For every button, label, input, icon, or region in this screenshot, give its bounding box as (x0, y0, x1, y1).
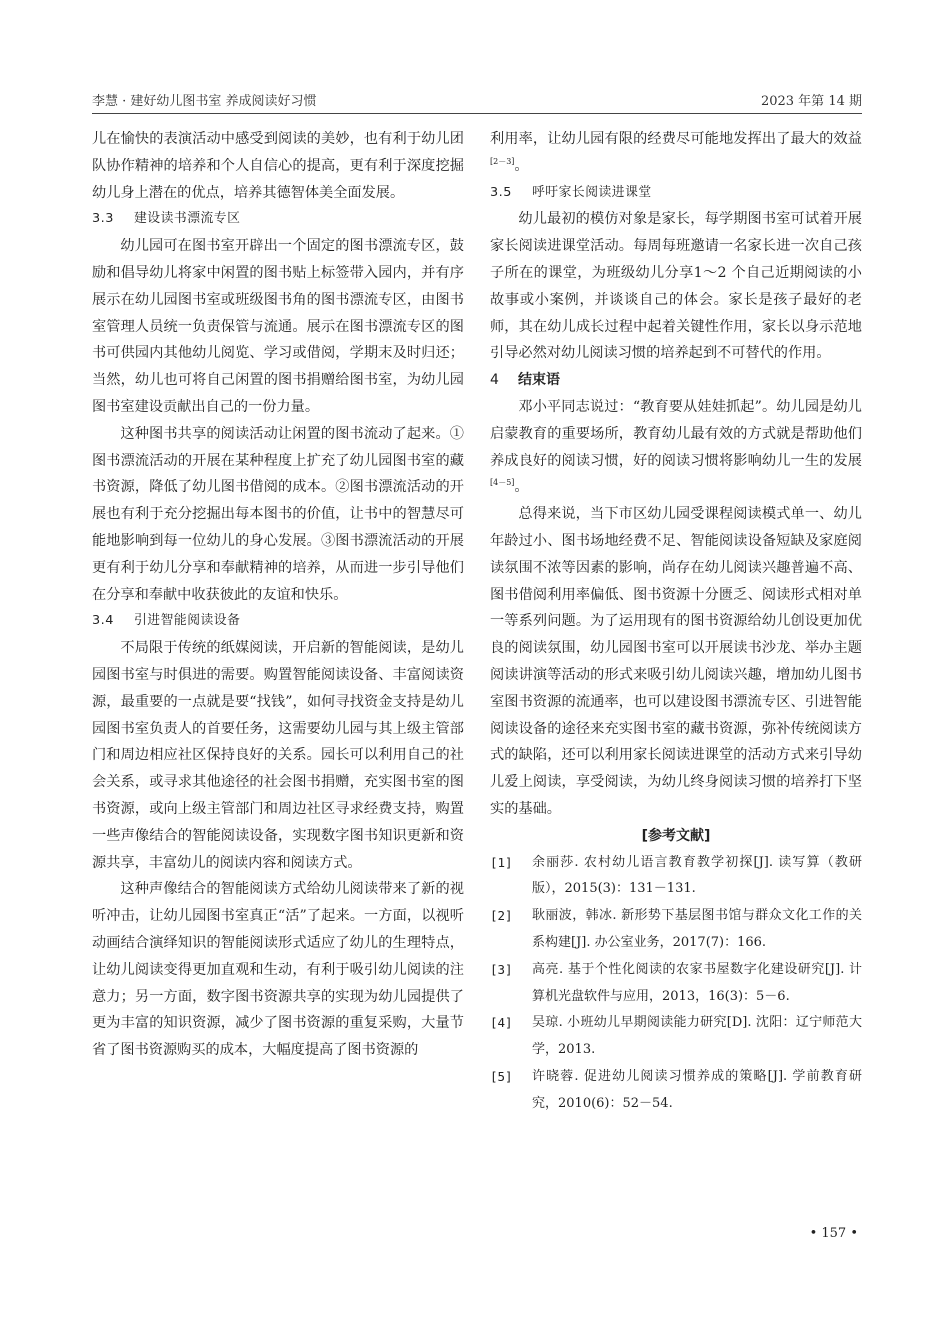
paragraph: 儿在愉快的表演活动中感受到阅读的美妙，也有利于幼儿团队协作精神的培养和个人自信心的提高，更有利于深度挖掘幼儿身上潜在的优点，培养其德智体美全面发展。 (92, 131, 464, 201)
reference-item (490, 957, 862, 1011)
section-heading-3-3 (92, 206, 464, 233)
paragraph-text: 利用率，让幼儿园有限的经费尽可能地发挥出了最大的效益 (490, 131, 862, 147)
reference-item (490, 1010, 862, 1064)
section-heading-4 (490, 367, 862, 394)
reference-item (490, 1064, 862, 1118)
paragraph: 总得来说，当下市区幼儿园受课程阅读模式单一、幼儿年龄过小、图书场地经费不足、智能阅读设备短缺及家庭阅读氛围不浓等因素的影响，尚存在幼儿阅读兴趣普遍不高、图书借阅利用率偏低、图书资源十分匮乏、阅读形式相对单一等系列问题。为了运用现有的图书资源给幼儿创设更加优良的阅读氛围，幼儿园图书室可以开展读书沙龙、举办主题阅读讲演等活动的形式来吸引幼儿阅读兴趣，增加幼儿图书室图书资源的流通率，也可以建设图书漂流专区、引进智能阅读设备的途径来充实图书室的藏书资源，弥补传统阅读方式的缺陷，还可以利用家长阅读进课堂的活动方式来引导幼儿爱上阅读，享受阅读，为幼儿终身阅读习惯的培养打下坚实的基础。 (490, 506, 862, 817)
section-title: 结束语 (518, 372, 560, 389)
reference-text: 吴琼. 小班幼儿早期阅读能力研究[D]. 沈阳：辽宁师范大学，2013. (532, 1015, 862, 1058)
paragraph: 不局限于传统的纸媒阅读，开启新的智能阅读，是幼儿园图书室与时俱进的需要。购置智能阅读设备、丰富阅读资源，最重要的一点就是要“找钱”，如何寻找资金支持是幼儿园图书室负责人的首要任务，这需要幼儿园与其上级主管部门和周边相应社区保持良好的关系。园长可以利用自己的社会关系，或寻求其他途径的社会图书捐赠，充实图书室的图书资源，或向上级主管部门和周边社区寻求经费支持，购置一些声像结合的智能阅读设备，实现数字图书知识更新和资源共享，丰富幼儿的阅读内容和阅读方式。 (92, 640, 464, 871)
reference-number: [5] (490, 1068, 513, 1084)
left-column (92, 126, 464, 1064)
section-heading-3-5 (490, 180, 862, 207)
section-number: 3.4 (92, 613, 114, 629)
reference-text: 许晓蓉. 促进幼儿阅读习惯养成的策略[J]. 学前教育研究，2010(6)：52－54. (532, 1068, 862, 1111)
reference-number: [2] (490, 908, 513, 924)
section-number: 3.3 (92, 211, 114, 227)
section-title: 建设读书漂流专区 (134, 211, 241, 227)
section-number: 3.5 (490, 184, 512, 200)
reference-text: 余丽莎. 农村幼儿语言教育教学初探[J]. 读写算（教研版），2015(3)：131－131. (532, 854, 862, 897)
section-title: 引进智能阅读设备 (134, 613, 241, 629)
header-author-title: 李慧 · 建好幼儿图书室 养成阅读好习惯 (92, 94, 317, 109)
section-heading-3-4 (92, 608, 464, 635)
running-header (92, 90, 862, 112)
paragraph: 这种图书共享的阅读活动让闲置的图书流动了起来。①图书漂流活动的开展在某种程度上扩充了幼儿园图书室的藏书资源，降低了幼儿图书借阅的成本。②图书漂流活动的开展也有利于充分挖掘出每本图书的价值，让书中的智慧尽可能地影响到每一位幼儿的身心发展。③图书漂流活动的开展更有利于幼儿分享和奉献精神的培养，从而进一步引导他们在分享和奉献中收获彼此的友谊和快乐。 (92, 425, 464, 603)
reference-item (490, 850, 862, 904)
page-number: • 157 • (809, 1226, 858, 1241)
header-rule (92, 113, 862, 114)
paragraph-end: 。 (514, 157, 529, 174)
references-heading: [参考文献] (641, 827, 711, 844)
paragraph: 这种声像结合的智能阅读方式给幼儿阅读带来了新的视听冲击，让幼儿园图书室真正“活”了起来。一方面，以视听动画结合演绎知识的智能阅读形式适应了幼儿的生理特点，让幼儿阅读变得更加直观和生动，有利于吸引幼儿阅读的注意力；另一方面，数字图书资源共享的实现为幼儿园提供了更为丰富的知识资源，减少了图书资源的重复采购，大量节省了图书资源购买的成本，大幅度提高了图书资源的 (92, 881, 464, 1059)
section-title: 呼吁家长阅读进课堂 (532, 184, 652, 200)
right-column (490, 126, 862, 1117)
citation: [4－5] (490, 478, 515, 488)
paragraph: 幼儿最初的模仿对象是家长，每学期图书室可试着开展家长阅读进课堂活动。每周每班邀请一名家长进一次自己孩子所在的课堂，为班级幼儿分享1～2 个自己近期阅读的小故事或小案例，并谈谈自己的体会。家长是孩子最好的老师，其在幼儿成长过程中起着关键性作用，家长以身示范地引导必然对幼儿阅读习惯的培养起到不可替代的作用。 (490, 211, 862, 362)
reference-number: [4] (490, 1015, 513, 1031)
section-number: 4 (490, 372, 499, 389)
paragraph-end: 。 (514, 479, 529, 496)
reference-text: 耿丽波，韩冰. 新形势下基层图书馆与群众文化工作的关系构建[J]. 办公室业务，2017(7)：166. (532, 908, 862, 950)
paragraph: 幼儿园可在图书室开辟出一个固定的图书漂流专区，鼓励和倡导幼儿将家中闲置的图书贴上标签带入园内，并有序展示在幼儿园图书室或班级图书角的图书漂流专区，由图书室管理人员统一负责保管与流通。展示在图书漂流专区的图书可供园内其他幼儿阅览、学习或借阅，学期末及时归还；当然，幼儿也可将自己闲置的图书捐赠给图书室，为幼儿园图书室建设贡献出自己的一份力量。 (92, 238, 464, 415)
paragraph (490, 126, 862, 180)
reference-number: [1] (490, 854, 513, 870)
reference-text: 高亮. 基于个性化阅读的农家书屋数字化建设研究[J]. 计算机光盘软件与应用，2013，16(3)：5－6. (532, 961, 862, 1004)
citation: [2－3] (490, 156, 515, 166)
reference-item (490, 903, 862, 957)
header-issue: 2023 年第 14 期 (760, 94, 862, 109)
paragraph-text: 邓小平同志说过：“教育要从娃娃抓起”。幼儿园是幼儿启蒙教育的重要场所，教育幼儿最有效的方式就是帮助他们养成良好的阅读习惯，好的阅读习惯将影响幼儿一生的发展 (490, 398, 862, 469)
paragraph (490, 394, 862, 501)
reference-number: [3] (490, 961, 513, 977)
